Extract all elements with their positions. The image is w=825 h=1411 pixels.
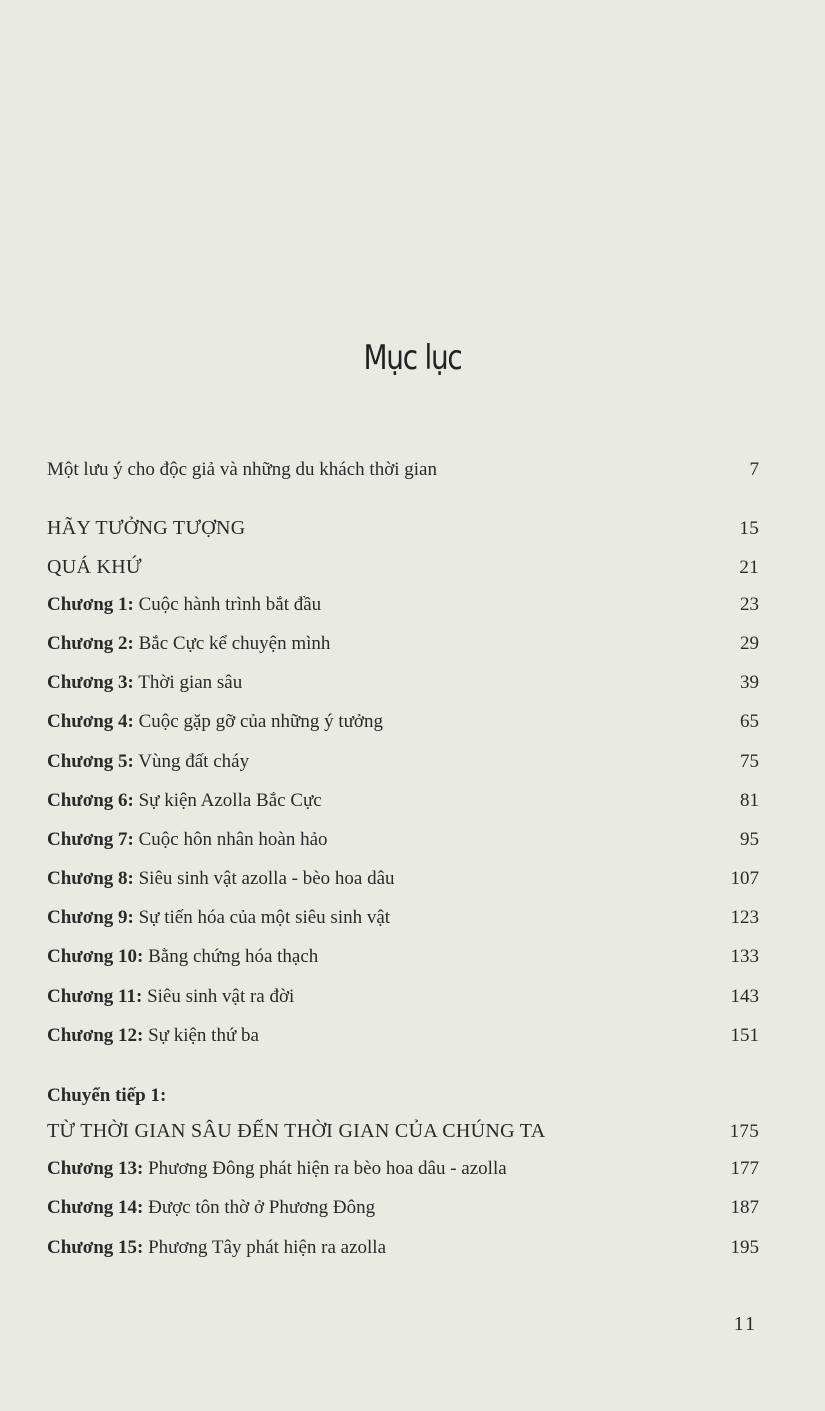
toc-page-number: 7: [749, 459, 759, 480]
toc-page-number: 187: [730, 1197, 759, 1218]
toc-chapter-row: [47, 593, 759, 617]
chapter-title: Sự kiện thứ ba: [143, 1025, 259, 1046]
bridge-label: Chuyển tiếp 1:: [47, 1085, 167, 1106]
chapter-number: Chương 6:: [47, 790, 134, 811]
toc-section-label: QUÁ KHỨ: [47, 556, 142, 578]
chapter-title: Cuộc gặp gỡ của những ý tưởng: [133, 711, 383, 732]
chapter-number: Chương 15:: [47, 1237, 144, 1258]
toc-chapter-row: [47, 1024, 759, 1048]
toc-entry-label: Một lưu ý cho độc giả và những du khách thời gian: [47, 459, 437, 480]
folio-page-number: 11: [733, 1313, 757, 1335]
chapter-number: Chương 12:: [47, 1025, 144, 1046]
toc-chapter-row: [47, 906, 759, 930]
chapter-title: Cuộc hôn nhân hoàn hảo: [133, 829, 328, 850]
toc-section-bridge: [47, 1119, 759, 1144]
toc-page-number: 175: [729, 1121, 759, 1142]
chapter-number: Chương 11:: [47, 986, 143, 1007]
chapter-title: Siêu sinh vật azolla - bèo hoa dâu: [133, 868, 395, 889]
toc-chapter-row: [47, 985, 759, 1009]
chapter-number: Chương 13:: [47, 1158, 144, 1179]
toc-page-number: 151: [730, 1025, 759, 1046]
toc-page-number: 123: [730, 907, 759, 928]
chapter-number: Chương 10:: [47, 946, 144, 967]
toc-chapter-row: [47, 945, 759, 969]
toc-page-number: 15: [739, 518, 759, 539]
chapter-title: Phương Đông phát hiện ra bèo hoa dâu - azolla: [143, 1158, 507, 1179]
chapter-number: Chương 14:: [47, 1197, 144, 1218]
chapter-title: Vùng đất cháy: [133, 751, 250, 772]
toc-page-number: 39: [740, 672, 759, 693]
toc-page-number: 65: [740, 711, 759, 732]
toc-section-imagine: [47, 516, 759, 541]
chapter-title: Được tôn thờ ở Phương Đông: [143, 1197, 376, 1218]
toc-page-number: 75: [740, 751, 759, 772]
toc-chapter-row: [47, 789, 759, 813]
chapter-number: Chương 3:: [47, 672, 134, 693]
chapter-title: Phương Tây phát hiện ra azolla: [143, 1237, 387, 1258]
toc-section-past: [47, 555, 759, 580]
chapter-title: Sự kiện Azolla Bắc Cực: [133, 790, 322, 811]
toc-chapter-row: [47, 632, 759, 656]
toc-page-number: 143: [730, 986, 759, 1007]
toc-chapter-row: [47, 710, 759, 734]
chapter-title: Thời gian sâu: [133, 672, 243, 693]
toc-page-number: 107: [730, 868, 759, 889]
toc-page-number: 23: [740, 594, 759, 615]
toc-entry-intro: [47, 458, 759, 482]
toc-chapter-row: [47, 1236, 759, 1260]
toc-section-label: TỪ THỜI GIAN SÂU ĐẾN THỜI GIAN CỦA CHÚNG TA: [47, 1120, 546, 1142]
toc-page-number: 21: [739, 557, 759, 578]
chapter-number: Chương 2:: [47, 633, 134, 654]
toc-chapter-row: [47, 867, 759, 891]
toc-page-number: 81: [740, 790, 759, 811]
toc-page-number: 195: [730, 1237, 759, 1258]
toc-chapter-row: [47, 1196, 759, 1220]
chapter-title: Bằng chứng hóa thạch: [143, 946, 319, 967]
toc-chapter-row: [47, 1157, 759, 1181]
toc-chapter-row: [47, 671, 759, 695]
chapter-number: Chương 9:: [47, 907, 134, 928]
toc-chapter-row: [47, 828, 759, 852]
toc-page-number: 29: [740, 633, 759, 654]
chapter-number: Chương 8:: [47, 868, 134, 889]
toc-page-number: 133: [730, 946, 759, 967]
toc-section-label: HÃY TƯỞNG TƯỢNG: [47, 517, 246, 539]
chapter-title: Bắc Cực kể chuyện mình: [133, 633, 331, 654]
chapter-title: Cuộc hành trình bắt đầu: [133, 594, 322, 615]
toc-page-number: 95: [740, 829, 759, 850]
chapter-number: Chương 5:: [47, 751, 134, 772]
chapter-number: Chương 4:: [47, 711, 134, 732]
chapter-number: Chương 1:: [47, 594, 134, 615]
chapter-title: Siêu sinh vật ra đời: [142, 986, 295, 1007]
chapter-title: Sự tiến hóa của một siêu sinh vật: [133, 907, 391, 928]
page-title: Mục lục: [363, 338, 462, 378]
chapter-number: Chương 7:: [47, 829, 134, 850]
toc-chapter-row: [47, 750, 759, 774]
toc-page-number: 177: [730, 1158, 759, 1179]
